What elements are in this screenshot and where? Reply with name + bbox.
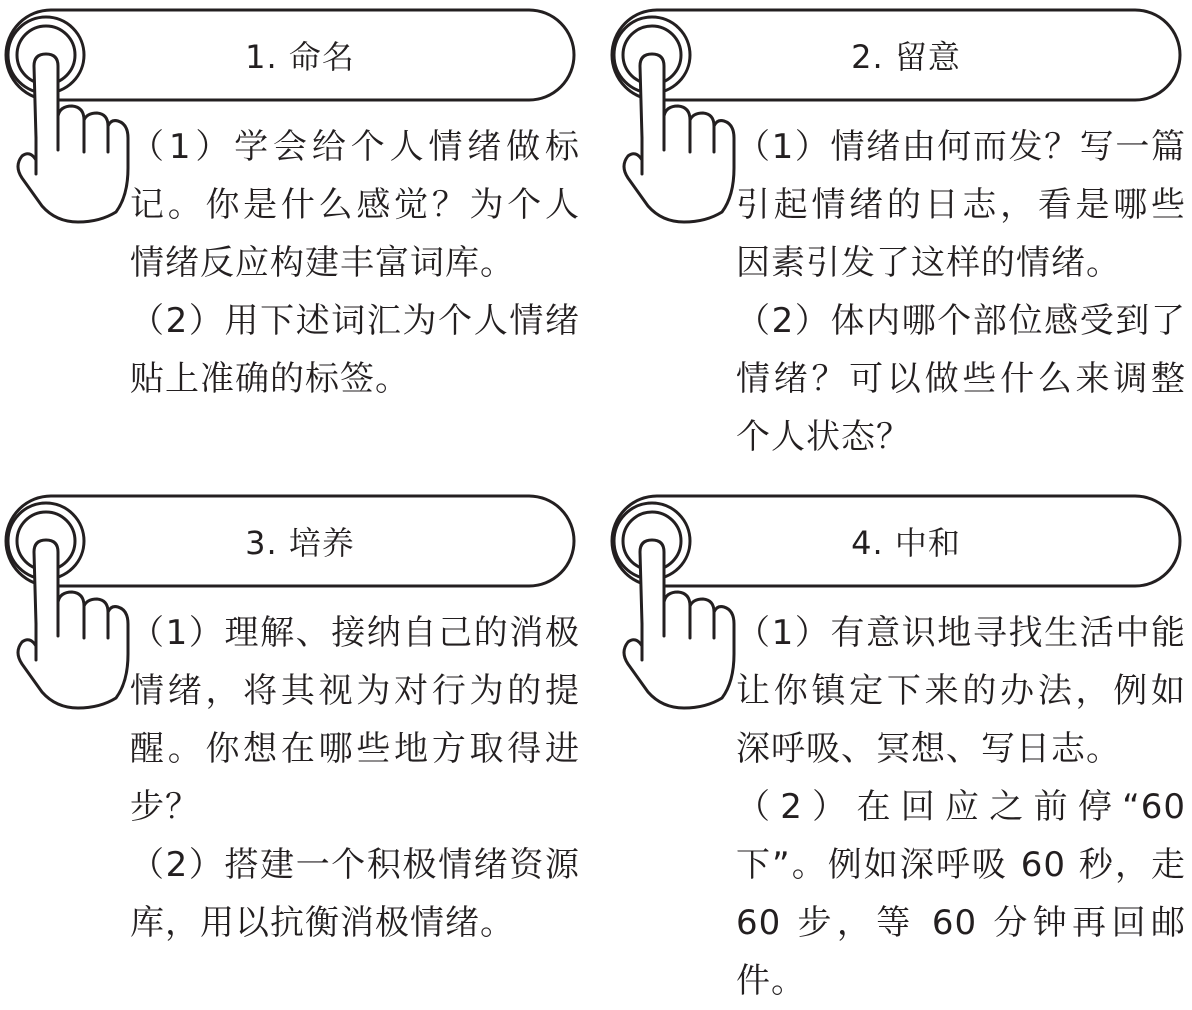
card-title: 1. 命名 [245, 38, 355, 76]
card-title: 2. 留意 [851, 38, 961, 76]
card-item: （2）用下述词汇为个人情绪贴上准确的标签。 [130, 301, 580, 399]
card-cultivate [0, 486, 580, 958]
card-item: （1）有意识地寻找生活中能让你镇定下来的办法，例如深呼吸、冥想、写日志。 [736, 613, 1186, 769]
card-neutralize [606, 486, 1186, 1001]
card-notice [606, 0, 1186, 472]
card-title: 3. 培养 [245, 524, 355, 562]
card-item: （2）体内哪个部位感受到了情绪？可以做些什么来调整个人状态？ [736, 301, 1186, 457]
card-item: （2）搭建一个积极情绪资源库，用以抗衡消极情绪。 [130, 845, 580, 943]
card-item: （1）理解、接纳自己的消极情绪，将其视为对行为的提醒。你想在哪些地方取得进步？ [130, 613, 580, 827]
card-item: （1）学会给个人情绪做标记。你是什么感觉？为个人情绪反应构建丰富词库。 [130, 127, 580, 283]
card-item: （1）情绪由何而发？写一篇引起情绪的日志，看是哪些因素引发了这样的情绪。 [736, 127, 1186, 283]
card-name [0, 0, 580, 472]
card-body [130, 118, 580, 408]
card-body [130, 604, 580, 952]
card-body [736, 118, 1186, 466]
card-item: （2）在回应之前停“60 下”。例如深呼吸 60 秒，走 60 步，等 60 分钟再回邮件。 [736, 787, 1186, 1001]
card-title: 4. 中和 [851, 524, 961, 562]
card-body [736, 604, 1186, 1010]
